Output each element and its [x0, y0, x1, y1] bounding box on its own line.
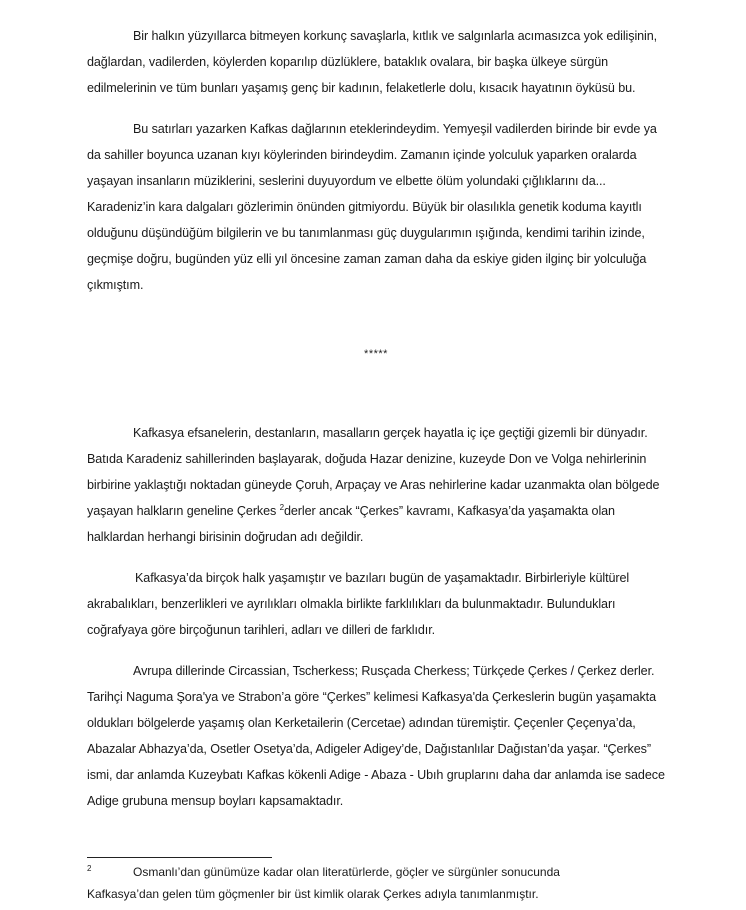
footnote-reference[interactable]: 2	[279, 503, 284, 512]
paragraph-caucasus	[87, 420, 665, 550]
paragraph-journey: Bu satırları yazarken Kafkas dağlarının eteklerindeydim. Yemyeşil vadilerden birinde bir evde ya da sahiller boyunca uzanan kıyı köylerinden birindeydim. Zamanın içinde yolculuk yaparken oralarda yaşayan insanların müziklerini, seslerini duyuyordum ve elbette ölüm yolundaki çığlıklarını da... Karadeniz’in kara dalgaları gözlerimin önünden gitmiyordu. Büyük bir olasılıkla genetik koduma kayıtlı olduğunu düşündüğüm bilgilerin ve bu tanımlanması güç duygularımın ışığında, kendimi tarihin izinde, geçmişe doğru, bugünden yüz elli yıl öncesine zaman zaman daha da eskiye giden ilginç bir yolculuğa çıkmıştım.	[87, 122, 657, 292]
paragraph-intro: Bir halkın yüzyıllarca bitmeyen korkunç savaşlarla, kıtlık ve salgınlarla acımasızca yok edilişinin, dağlardan, vadilerden, köylerden koparılıp düzlüklere, bataklık ovalara, bir başka ülkeye sürgün edilmelerinin ve tüm bunları yaşamış genç bir kadının, felaketlerle dolu, kısacık hayatının öyküsü bu.	[87, 29, 658, 95]
footnote-line-1	[87, 861, 665, 883]
paragraph-peoples: Kafkasya’da birçok halk yaşamıştır ve bazıları bugün de yaşamaktadır. Birbirleriyle kültürel akrabalıkları, benzerlikleri ve ayrılıkları olmakla birlikte farklılıkları da bulunmaktadır. Bulundukları coğrafyaya göre birçoğunun tarihleri, adları ve dilleri de farklıdır.	[87, 571, 630, 637]
paragraph-caucasus-text-2: derler ancak “Çerkes” kavramı, Kafkasya’da yaşamakta olan halklardan herhangi birisinin doğrudan adı değildir.	[87, 504, 615, 544]
footnote-number: 2	[87, 864, 92, 873]
section-separator: *****	[364, 348, 388, 360]
paragraph-names: Avrupa dillerinde Circassian, Tscherkess; Rusçada Cherkess; Türkçede Çerkes / Çerkez derler. Tarihçi Naguma Şora'ya ve Strabon’a göre “Çerkes” kelimesi Kafkasya'da Çerkeslerin bugün yaşamakta oldukları bölgelerde yaşamış olan Kerketailerin (Cercetae) adından türemiştir. Çeçenler Çeçenya’da, Abazalar Abhazya’da, Osetler Osetya’da, Adigeler Adigey’de, Dağıstanlılar Dağıstan’da yaşar. “Çerkes” ismi, dar anlamda Kuzeybatı Kafkas kökenli Adige - Abaza - Ubıh gruplarını daha dar anlamda ise sadece Adige grubuna mensup boyları kapsamaktadır.	[87, 664, 665, 808]
document-page	[87, 23, 665, 814]
paragraph-caucasus-text-1: Kafkasya efsanelerin, destanların, masalların gerçek hayatla iç içe geçtiği gizemli bir dünyadır. Batıda Karadeniz sahillerinden başlayarak, doğuda Hazar denizine, kuzeyde Don ve Volga nehirlerinin birbirine yaklaştığı noktadan güneyde Çoruh, Arpaçay ve Aras nehirlerine kadar uzanmakta olan bölgede yaşayan halkların geneline Çerkes	[87, 426, 660, 518]
footnote-text-1: Osmanlı’dan günümüze kadar olan literatürlerde, göçler ve sürgünler sonucunda	[133, 865, 560, 879]
footnote-separator-line	[87, 857, 272, 858]
footnote	[87, 861, 665, 905]
footnote-line-2: Kafkasya’dan gelen tüm göçmenler bir üst kimlik olarak Çerkes adıyla tanımlanmıştır.	[87, 887, 539, 901]
